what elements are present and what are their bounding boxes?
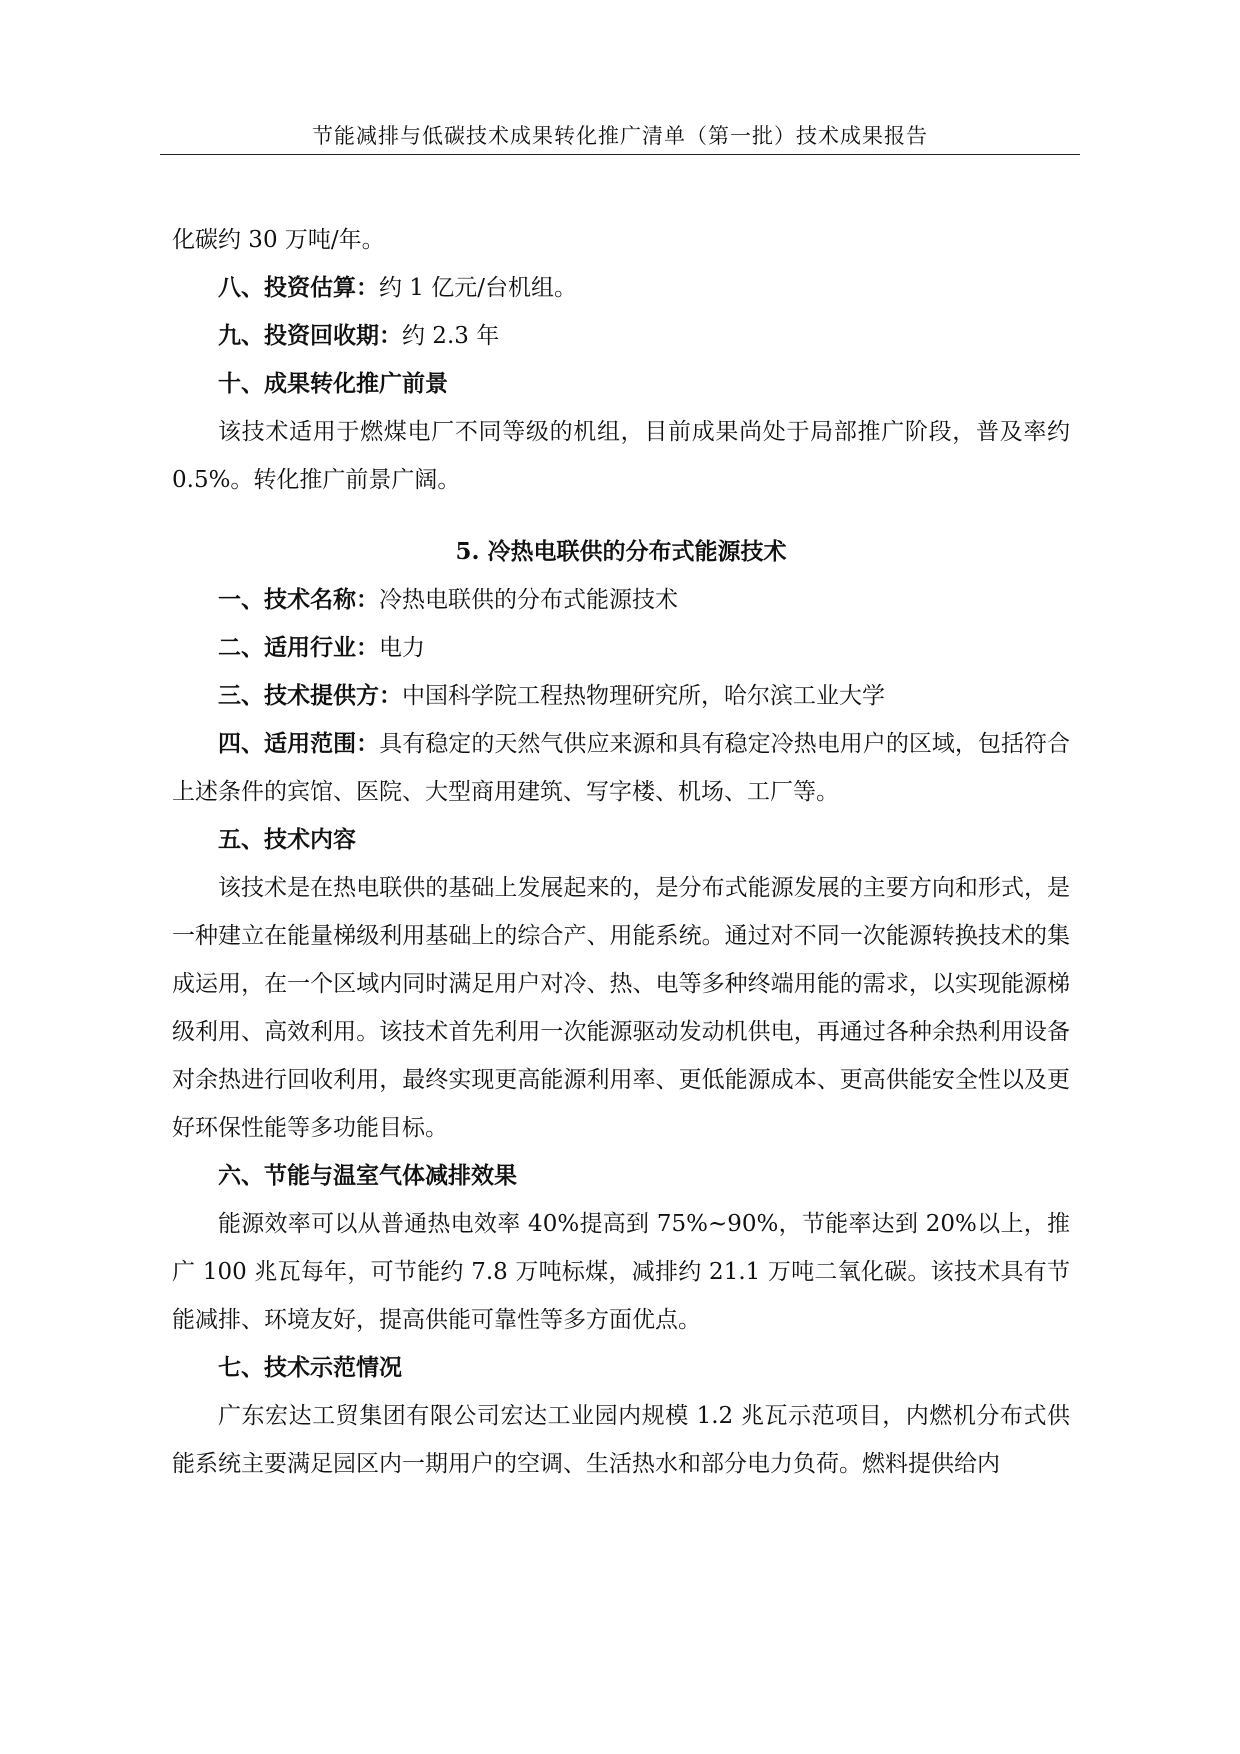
tech-content-heading: 五、技术内容 (218, 826, 356, 853)
tech-content-text: 该技术是在热电联供的基础上发展起来的，是分布式能源发展的主要方向和形式，是一种建立在能量梯级利用基础上的综合产、用能系统。通过对不同一次能源转换技术的集成运用，在一个区域内同时满足用户对冷、热、电等多种终端用能的需求，以实现能源梯级利用、高效利用。该技术首先利用一次能源驱动发动机供电，再通过各种余热利用设备对余热进行回收利用，最终实现更高能源利用率、更低能源成本、更高供能安全性以及更好环保性能等多功能目标。 (172, 875, 1070, 1141)
tech-name (172, 576, 1070, 624)
tech-provider-text: 中国科学院工程热物理研究所，哈尔滨工业大学 (402, 683, 885, 709)
payback-period-text: 约 2.3 年 (402, 323, 500, 349)
tech-name-text: 冷热电联供的分布式能源技术 (379, 587, 678, 613)
tech-provider-label: 三、技术提供方： (218, 682, 402, 709)
applicable-industry-label: 二、适用行业： (218, 634, 379, 661)
applicable-scope (172, 720, 1070, 816)
promotion-outlook-heading: 十、成果转化推广前景 (218, 370, 448, 397)
demonstration-text: 广东宏达工贸集团有限公司宏达工业园内规模 1.2 兆瓦示范项目，内燃机分布式供能系统主要满足园区内一期用户的空调、生活热水和部分电力负荷。燃料提供给内 (172, 1403, 1070, 1477)
investment-estimate-text: 约 1 亿元/台机组。 (379, 275, 578, 301)
investment-estimate-label: 八、投资估算： (218, 274, 379, 301)
investment-estimate (172, 264, 1070, 312)
applicable-industry-text: 电力 (379, 635, 425, 661)
section-title: 5. 冷热电联供的分布式能源技术 (455, 538, 787, 565)
page-header: 节能减排与低碳技术成果转化推广清单（第一批）技术成果报告 (312, 124, 928, 148)
energy-saving-heading: 六、节能与温室气体减排效果 (218, 1162, 517, 1189)
header-divider (160, 154, 1080, 155)
document-body (172, 216, 1070, 1488)
applicable-industry (172, 624, 1070, 672)
promotion-outlook-text: 该技术适用于燃煤电厂不同等级的机组，目前成果尚处于局部推广阶段，普及率约 0.5%。转化推广前景广阔。 (172, 419, 1070, 493)
energy-saving-text: 能源效率可以从普通热电效率 40%提高到 75%~90%，节能率达到 20%以上，推广 100 兆瓦每年，可节能约 7.8 万吨标煤，减排约 21.1 万吨二氧化碳。该技术具有节能减排、环境友好，提高供能可靠性等多方面优点。 (172, 1211, 1070, 1333)
payback-period (172, 312, 1070, 360)
tech-provider (172, 672, 1070, 720)
tech-name-label: 一、技术名称： (218, 586, 379, 613)
applicable-scope-label: 四、适用范围： (218, 730, 380, 757)
applicable-scope-text: 具有稳定的天然气供应来源和具有稳定冷热电用户的区域，包括符合上述条件的宾馆、医院、大型商用建筑、写字楼、机场、工厂等。 (172, 731, 1071, 805)
payback-period-label: 九、投资回收期： (218, 322, 402, 349)
prev-tail-paragraph: 化碳约 30 万吨/年。 (172, 227, 385, 253)
demonstration-heading: 七、技术示范情况 (218, 1354, 402, 1381)
